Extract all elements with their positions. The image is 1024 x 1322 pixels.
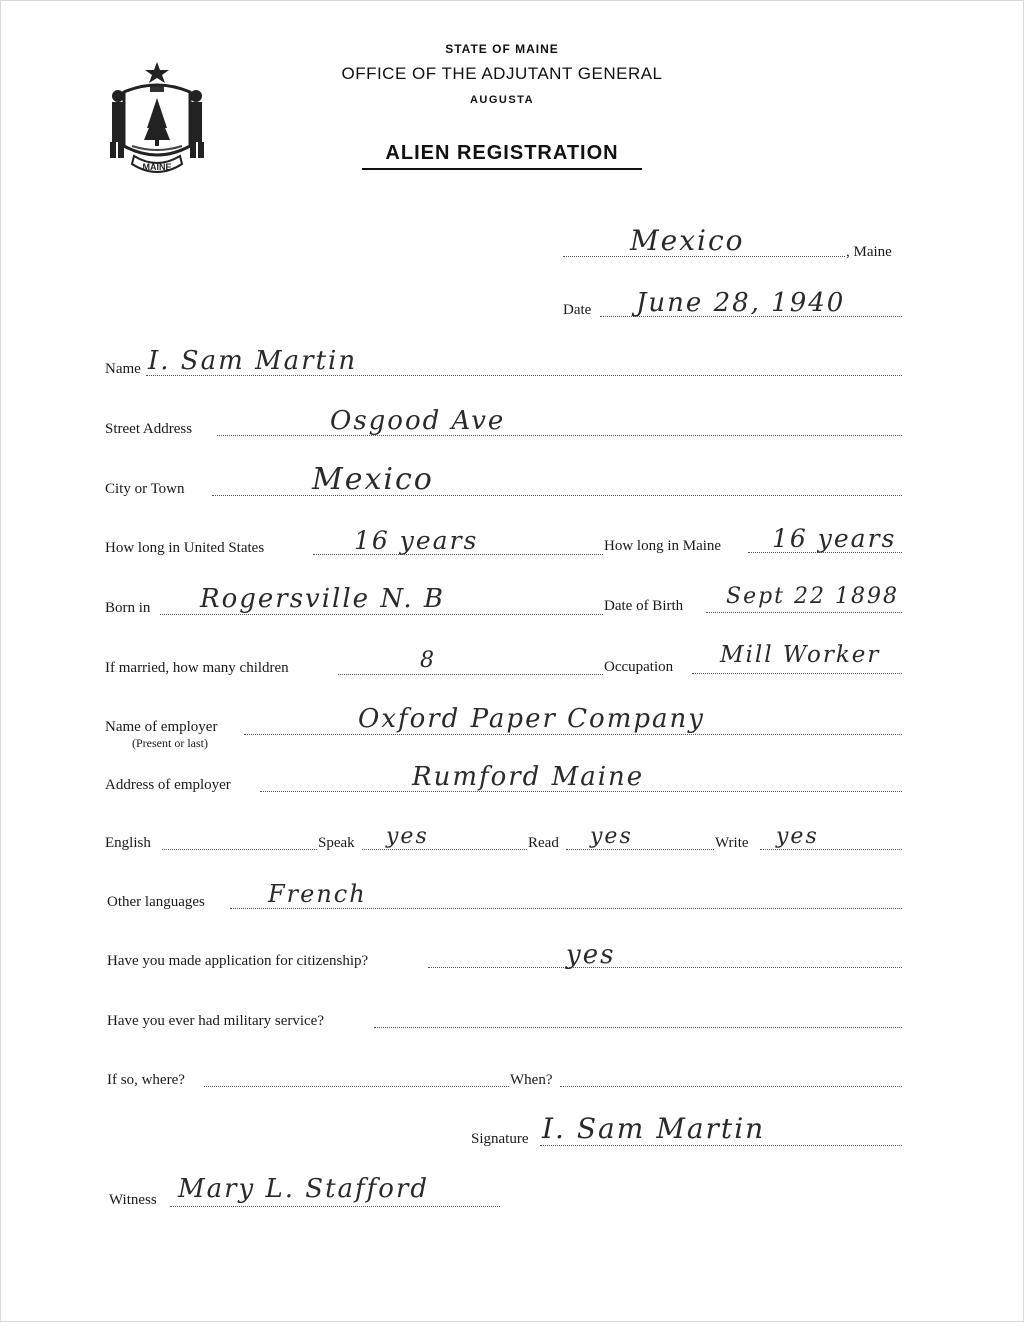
employer-note: (Present or last) [132,736,208,750]
city-heading: AUGUSTA [469,94,535,106]
english-label: English [105,835,151,851]
employer-address-label: Address of employer [105,777,231,793]
date-of-birth-line [706,612,902,613]
english-line [162,849,317,850]
date-of-birth-label: Date of Birth [604,598,684,614]
children-line [338,674,603,675]
speak-line [362,849,527,850]
where-label: If so, where? [107,1072,185,1088]
street-line [217,435,902,436]
witness-line [170,1206,500,1207]
when-line [560,1086,902,1087]
name-label: Name [105,361,141,377]
street-value: Osgood Ave [330,406,506,436]
occupation-label: Occupation [604,659,674,675]
date-label: Date [563,302,592,318]
other-languages-line [230,908,902,909]
employer-value: Oxford Paper Company [358,704,705,734]
occupation-line [692,673,902,674]
when-label: When? [510,1072,553,1088]
city-label: City or Town [105,481,185,497]
citizenship-label: Have you made application for citizenship? [107,953,369,969]
citizenship-value: yes [566,940,616,970]
witness-value: Mary L. Stafford [178,1174,430,1204]
military-label: Have you ever had military service? [107,1013,324,1029]
write-line [760,849,902,850]
where-line [204,1086,509,1087]
signature-line [540,1145,902,1146]
occupation-value: Mill Worker [720,642,881,668]
town-value: Mexico [630,224,745,257]
other-languages-label: Other languages [107,894,205,910]
other-languages-value: French [268,880,367,908]
employer-label: Name of employer [105,719,218,735]
read-line [566,849,714,850]
how-long-us-label: How long in United States [105,540,265,556]
name-value: I. Sam Martin [148,346,358,376]
date-value: June 28, 1940 [636,288,846,318]
employer-line [244,734,902,735]
how-long-maine-value: 16 years [772,524,897,553]
signature-value: I. Sam Martin [542,1112,766,1145]
how-long-maine-label: How long in Maine [604,538,722,554]
maine-label: , Maine [846,244,892,260]
date-of-birth-value: Sept 22 1898 [726,584,899,609]
office-heading: OFFICE OF THE ADJUTANT GENERAL [341,64,663,83]
state-heading: STATE OF MAINE [445,42,559,56]
form-title: ALIEN REGISTRATION [385,142,619,164]
born-in-line [160,614,603,615]
speak-value: yes [386,824,429,849]
svg-text:MAINE: MAINE [142,162,172,172]
title-underline [362,168,642,170]
children-label: If married, how many children [105,660,289,676]
employer-address-value: Rumford Maine [412,762,645,792]
witness-label: Witness [109,1192,157,1208]
read-value: yes [590,824,633,849]
born-in-value: Rogersville N. B [200,584,446,614]
speak-label: Speak [318,835,355,851]
street-label: Street Address [105,421,193,437]
write-label: Write [715,835,749,851]
how-long-us-value: 16 years [354,526,479,555]
signature-label: Signature [471,1131,529,1147]
write-value: yes [776,824,819,849]
born-in-label: Born in [105,600,151,616]
city-value: Mexico [312,462,434,497]
citizenship-line [428,967,902,968]
read-label: Read [528,835,559,851]
military-line [374,1027,902,1028]
children-value: 8 [420,648,436,673]
